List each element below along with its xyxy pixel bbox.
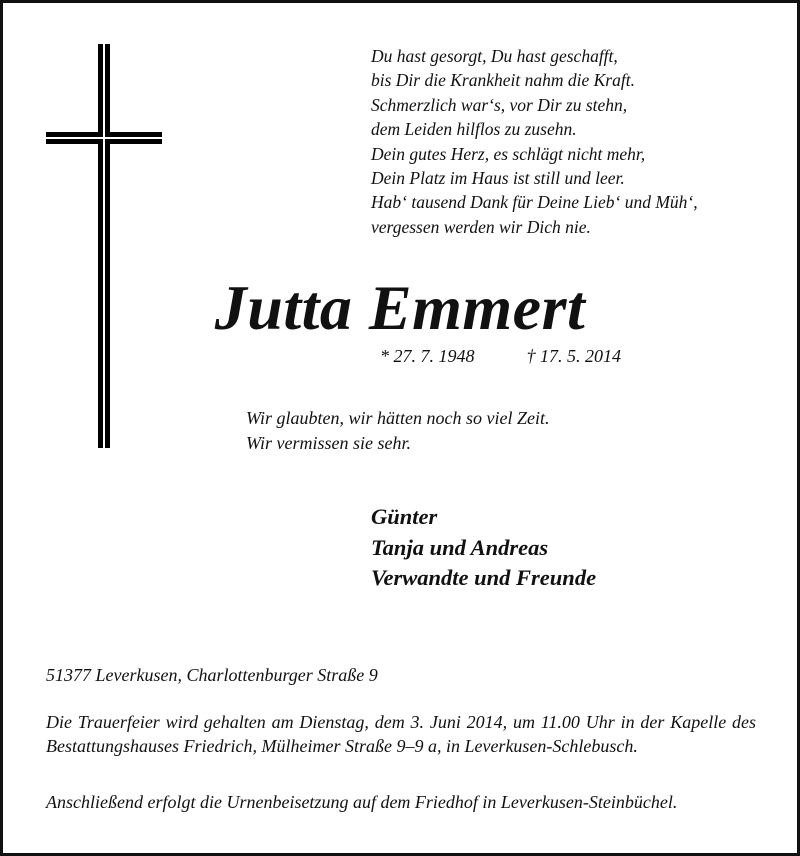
birth-date: * 27. 7. 1948 (380, 346, 475, 366)
poem-line: Du hast gesorgt, Du hast geschafft, (371, 46, 618, 66)
cross-horizontal-inner-line (46, 137, 162, 139)
poem-line: vergessen werden wir Dich nie. (371, 216, 591, 237)
poem-line: Dein gutes Herz, es schlägt nicht mehr, (371, 143, 646, 164)
poem-line: dem Leiden hilflos zu zusehn. (371, 119, 577, 140)
deceased-name: Jutta Emmert (214, 272, 586, 343)
quote-line: Wir glaubten, wir hätten noch so viel Zeit. (246, 408, 550, 428)
mourner: Tanja und Andreas (371, 534, 549, 560)
mourner: Günter (371, 504, 438, 529)
quote (246, 406, 549, 455)
death-date: † 17. 5. 2014 (526, 346, 621, 366)
quote-line: Wir vermissen sie sehr. (246, 432, 411, 453)
mourner: Verwandte und Freunde (371, 565, 597, 590)
poem-line: Dein Platz im Haus ist still und leer. (371, 168, 625, 189)
poem-line: bis Dir die Krankheit nahm die Kraft. (371, 70, 635, 91)
poem-line: Hab‘ tausend Dank für Deine Lieb‘ und Müh‘, (371, 192, 698, 213)
cross-vertical-inner-line (103, 44, 105, 448)
poem (371, 44, 791, 239)
poem-line: Schmerzlich war‘s, vor Dir zu stehn, (371, 94, 628, 115)
burial-notice: Anschließend erfolgt die Urnenbeisetzung auf dem Friedhof in Leverkusen-Steinbüchel. (46, 792, 678, 812)
funeral-ceremony-notice: Die Trauerfeier wird gehalten am Dienstag, dem 3. Juni 2014, um 11.00 Uhr in der Kapelle des Bestattungshauses Friedrich, Mülheimer Straße 9–9 a, in Leverkusen-Schlebusch. (46, 712, 756, 756)
family-address: 51377 Leverkusen, Charlottenburger Straße 9 (46, 665, 378, 685)
life-dates (380, 344, 621, 368)
mourners-list (371, 502, 596, 594)
